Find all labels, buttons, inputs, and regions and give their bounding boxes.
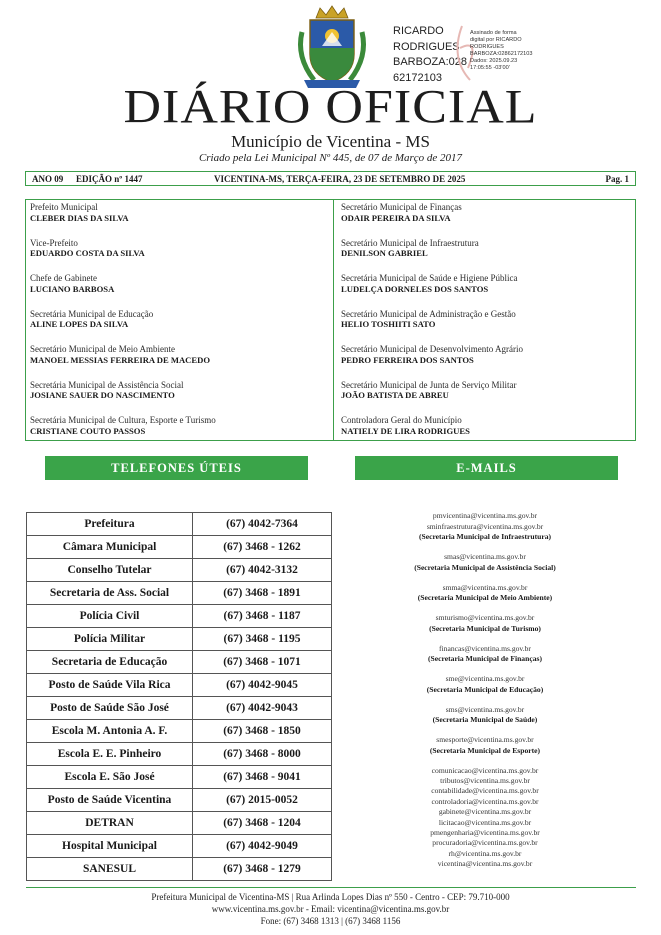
municipal-coat-of-arms: [286, 2, 378, 94]
officials-box: [25, 199, 636, 441]
official-entry: [341, 344, 631, 380]
phone-place: SANESUL: [27, 858, 193, 881]
phone-place: DETRAN: [27, 812, 193, 835]
emails-section-header: E-MAILS: [355, 456, 618, 480]
table-row: [27, 812, 332, 835]
signature-name-line: RODRIGUES: [393, 40, 460, 53]
official-name: LUDELÇA DORNELES DOS SANTOS: [341, 283, 489, 294]
phone-place: Escola E. E. Pinheiro: [27, 743, 193, 766]
official-role: Prefeito Municipal: [30, 202, 98, 212]
officials-left-column: [30, 202, 328, 451]
edition-date: VICENTINA-MS, TERÇA-FEIRA, 23 DE SETEMBRO DE 2025: [214, 173, 466, 184]
phone-number: (67) 4042-9049: [193, 835, 332, 858]
email-link[interactable]: smturismo@vicentina.ms.gov.br: [435, 613, 535, 622]
official-name: NATIELY DE LIRA RODRIGUES: [341, 425, 470, 436]
digital-signature-details: [470, 30, 550, 72]
phone-place: Hospital Municipal: [27, 835, 193, 858]
email-link[interactable]: tributos@vicentina.ms.gov.br: [440, 775, 530, 785]
phone-number: (67) 4042-7364: [193, 513, 332, 536]
email-group: [340, 674, 630, 695]
official-role: Chefe de Gabinete: [30, 273, 97, 283]
phone-place: Câmara Municipal: [27, 536, 193, 559]
email-link[interactable]: smas@vicentina.ms.gov.br: [444, 552, 526, 561]
table-row: [27, 743, 332, 766]
newspaper-title: DIÁRIO OFICIAL: [123, 81, 538, 134]
official-name: ALINE LOPES DA SILVA: [30, 319, 129, 329]
table-row: [27, 835, 332, 858]
official-entry: [341, 273, 631, 309]
official-entry: [30, 344, 328, 380]
official-role: Secretária Municipal de Educação: [30, 308, 154, 319]
page-number: Pag. 1: [605, 173, 629, 184]
signature-detail-line: Assinado de forma: [470, 30, 517, 36]
table-row: [27, 766, 332, 789]
officials-right-column: [341, 202, 631, 451]
email-link[interactable]: comunicacao@vicentina.ms.gov.br: [431, 765, 539, 775]
official-entry: [341, 309, 631, 345]
email-department: (Secretaria Municipal de Educação): [426, 684, 544, 694]
official-role: Secretário Municipal de Desenvolvimento Agrário: [341, 344, 523, 354]
email-link[interactable]: sminfraestrutura@vicentina.ms.gov.br: [426, 521, 544, 531]
official-name: JOÃO BATISTA DE ABREU: [341, 390, 449, 400]
footer-phones: Fone: (67) 3468 1313 | (67) 3468 1156: [260, 916, 401, 926]
email-link[interactable]: procuradoria@vicentina.ms.gov.br: [432, 838, 538, 848]
email-link[interactable]: gabinete@vicentina.ms.gov.br: [438, 807, 532, 817]
phone-place: Secretaria de Educação: [27, 651, 193, 674]
email-link[interactable]: licitacao@vicentina.ms.gov.br: [438, 817, 532, 827]
official-role: Secretário Municipal de Junta de Serviço Militar: [341, 379, 517, 390]
email-link[interactable]: financas@vicentina.ms.gov.br: [439, 643, 531, 653]
email-link[interactable]: sms@vicentina.ms.gov.br: [445, 704, 525, 714]
phone-number: (67) 4042-9045: [193, 674, 332, 697]
email-link[interactable]: smesporte@vicentina.ms.gov.br: [436, 735, 534, 744]
email-group: [340, 511, 630, 543]
edition-bar: [25, 171, 636, 186]
edition-year: ANO 09: [32, 173, 64, 184]
footer-divider: [26, 887, 636, 888]
email-group: [340, 583, 630, 604]
edition-number: EDIÇÃO nº 1447: [76, 173, 143, 184]
official-name: PEDRO FERREIRA DOS SANTOS: [341, 354, 474, 365]
column-divider: [333, 200, 334, 440]
official-entry: [30, 202, 328, 238]
coat-of-arms-icon: [286, 2, 378, 94]
official-role: Secretário Municipal de Meio Ambiente: [30, 344, 175, 354]
signature-detail-line: RODRIGUES: [470, 44, 504, 50]
signature-detail-line: 17:05:55 -03'00': [470, 65, 510, 71]
phone-place: Polícia Militar: [27, 628, 193, 651]
official-entry: [30, 309, 328, 345]
email-link[interactable]: rh@vicentina.ms.gov.br: [448, 848, 522, 858]
phone-number: (67) 3468 - 1204: [193, 812, 332, 835]
signature-detail-line: digital por RICARDO: [470, 37, 522, 43]
table-row: [27, 674, 332, 697]
table-row: [27, 858, 332, 881]
official-entry: [30, 238, 328, 274]
official-name: DENILSON GABRIEL: [341, 248, 428, 258]
official-entry: [341, 202, 631, 238]
table-row: [27, 628, 332, 651]
official-name: CLEBER DIAS DA SILVA: [30, 212, 129, 223]
footer-address: Prefeitura Municipal de Vicentina-MS | Rua Arlinda Lopes Dias nº 550 - Centro - CEP: 79.710-000: [151, 892, 510, 902]
table-row: [27, 582, 332, 605]
phone-number: (67) 3468 - 1262: [193, 536, 332, 559]
official-name: MANOEL MESSIAS FERREIRA DE MACEDO: [30, 354, 211, 365]
signature-name-line: BARBOZA:028: [393, 56, 467, 68]
phones-section-header: TELEFONES ÚTEIS: [45, 456, 308, 480]
phone-number: (67) 3468 - 1187: [193, 605, 332, 628]
official-name: ODAIR PEREIRA DA SILVA: [341, 212, 451, 223]
phone-number: (67) 3468 - 9041: [193, 766, 332, 789]
table-row: [27, 789, 332, 812]
phone-place: Posto de Saúde Vila Rica: [27, 674, 193, 697]
phone-place: Escola E. São José: [27, 766, 193, 789]
email-department: (Secretaria Municipal de Infraestrutura): [418, 532, 552, 541]
phone-number: (67) 2015-0052: [193, 789, 332, 812]
phone-place: Posto de Saúde São José: [27, 697, 193, 720]
email-link[interactable]: pmengenharia@vicentina.ms.gov.br: [430, 827, 540, 837]
email-group: [340, 644, 630, 665]
email-department: (Secretaria Municipal de Esporte): [429, 745, 541, 755]
email-link[interactable]: sme@vicentina.ms.gov.br: [445, 674, 525, 683]
table-row: [27, 559, 332, 582]
email-link[interactable]: smma@vicentina.ms.gov.br: [442, 582, 528, 592]
official-role: Secretária Municipal de Assistência Social: [30, 379, 184, 390]
phone-number: (67) 3468 - 1279: [193, 858, 332, 881]
table-row: [27, 651, 332, 674]
official-role: Vice-Prefeito: [30, 237, 78, 248]
official-name: LUCIANO BARBOSA: [30, 283, 115, 294]
official-entry: [341, 415, 631, 451]
email-department: (Secretaria Municipal de Assistência Social): [414, 562, 556, 572]
email-department: (Secretaria Municipal de Turismo): [429, 623, 541, 633]
creation-law: Criado pela Lei Municipal Nº 445, de 07 de Março de 2017: [198, 152, 463, 164]
phone-number: (67) 3468 - 8000: [193, 743, 332, 766]
table-row: [27, 697, 332, 720]
phone-place: Secretaria de Ass. Social: [27, 582, 193, 605]
official-role: Secretário Municipal de Finanças: [341, 202, 462, 212]
phone-place: Prefeitura: [27, 513, 193, 536]
official-role: Controladora Geral do Município: [341, 415, 462, 425]
official-name: CRISTIANE COUTO PASSOS: [30, 425, 146, 436]
municipality-subtitle: Município de Vicentina - MS: [231, 132, 430, 151]
email-department: (Secretaria Municipal de Meio Ambiente): [417, 593, 553, 602]
official-role: Secretária Municipal de Saúde e Higiene Pública: [341, 273, 518, 283]
official-name: HELIO TOSHIITI SATO: [341, 319, 436, 329]
phone-number: (67) 4042-3132: [193, 559, 332, 582]
official-entry: [341, 380, 631, 416]
phones-table: [26, 512, 332, 881]
official-role: Secretária Municipal de Cultura, Esporte e Turismo: [30, 415, 216, 425]
email-department: (Secretaria Municipal de Finanças): [428, 654, 542, 663]
phone-number: (67) 3468 - 1850: [193, 720, 332, 743]
email-department: (Secretaria Municipal de Saúde): [432, 715, 538, 724]
signature-name-line: RICARDO: [393, 25, 444, 37]
phone-number: (67) 3468 - 1195: [193, 628, 332, 651]
official-entry: [30, 273, 328, 309]
official-name: JOSIANE SAUER DO NASCIMENTO: [30, 390, 175, 400]
page-footer: [0, 891, 661, 927]
table-row: [27, 536, 332, 559]
email-link[interactable]: controladoria@vicentina.ms.gov.br: [431, 796, 539, 806]
official-role: Secretário Municipal de Administração e Gestão: [341, 308, 516, 319]
signature-detail-line: BARBOZA:02862172103: [470, 51, 533, 57]
email-general-list: [340, 766, 630, 870]
footer-web[interactable]: www.vicentina.ms.gov.br - Email: vicentina@vicentina.ms.gov.br: [211, 904, 450, 914]
phone-number: (67) 3468 - 1071: [193, 651, 332, 674]
email-link[interactable]: contabilidade@vicentina.ms.gov.br: [431, 786, 539, 796]
table-row: [27, 605, 332, 628]
official-role: Secretário Municipal de Infraestrutura: [341, 237, 479, 248]
official-name: EDUARDO COSTA DA SILVA: [30, 248, 145, 258]
phone-place: Conselho Tutelar: [27, 559, 193, 582]
email-group: [340, 552, 630, 573]
signature-name-line: 62172103: [393, 71, 442, 84]
email-group: [340, 613, 630, 634]
official-entry: [30, 380, 328, 416]
phone-number: (67) 3468 - 1891: [193, 582, 332, 605]
table-row: [27, 513, 332, 536]
signature-detail-line: Dados: 2025.09.23: [470, 58, 518, 64]
table-row: [27, 720, 332, 743]
email-group: [340, 735, 630, 756]
email-group: [340, 705, 630, 726]
phone-place: Polícia Civil: [27, 605, 193, 628]
email-link[interactable]: pmvicentina@vicentina.ms.gov.br: [432, 511, 538, 520]
email-link[interactable]: vicentina@vicentina.ms.gov.br: [437, 859, 533, 869]
phone-place: Escola M. Antonia A. F.: [27, 720, 193, 743]
phone-place: Posto de Saúde Vicentina: [27, 789, 193, 812]
phone-number: (67) 4042-9043: [193, 697, 332, 720]
official-entry: [30, 415, 328, 451]
emails-list: [340, 511, 630, 879]
official-entry: [341, 238, 631, 274]
